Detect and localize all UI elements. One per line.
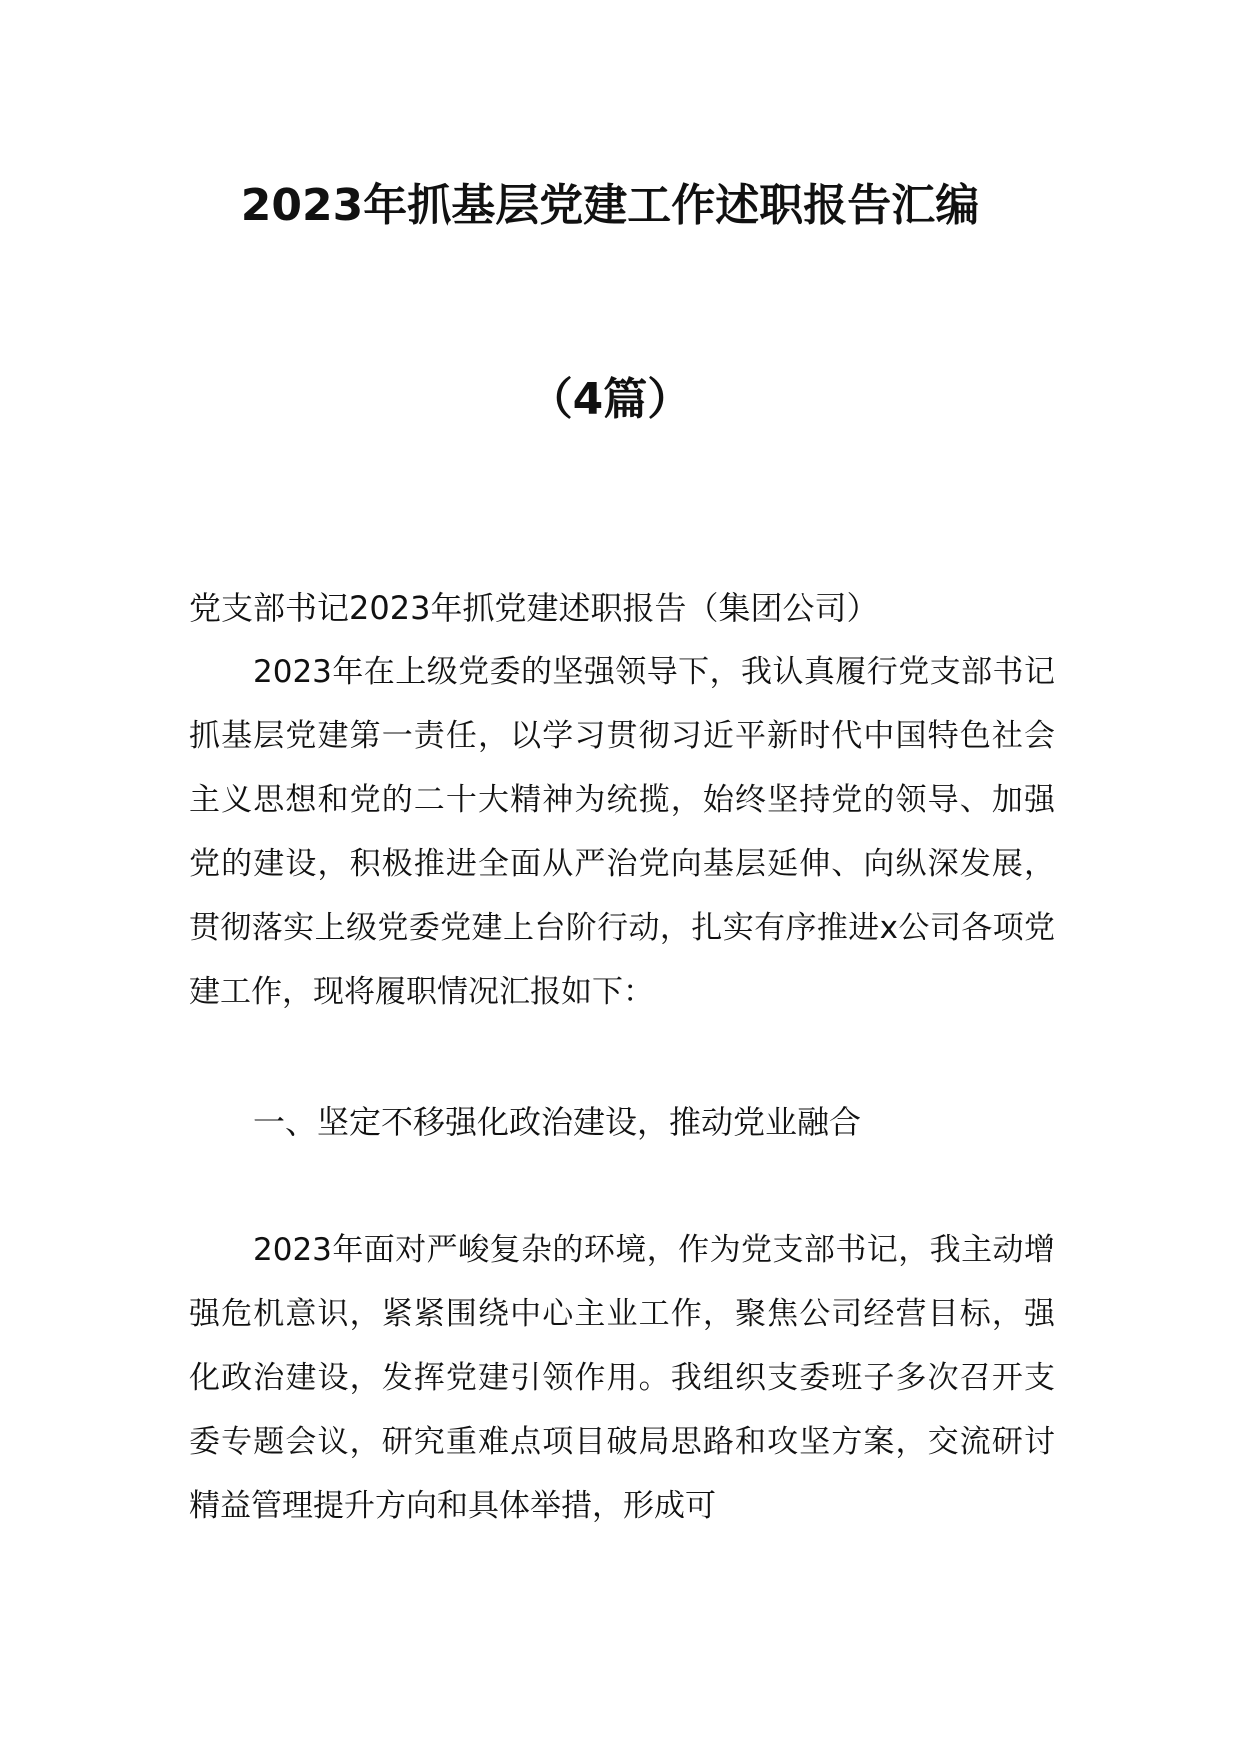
paragraph-spacer: [189, 1154, 1055, 1218]
section-paragraph: 2023年面对严峻复杂的环境，作为党支部书记，我主动增强危机意识，紧紧围绕中心主业工作，聚焦公司经营目标，强化政治建设，发挥党建引领作用。我组织支委班子多次召开支委专题会议，研究重难点项目破局思路和攻坚方案，交流研讨精益管理提升方向和具体举措，形成可: [189, 1232, 1055, 1524]
report-title: 党支部书记2023年抓党建述职报告（集团公司）: [189, 589, 879, 627]
paragraph-spacer: [189, 1024, 1055, 1090]
document-title: 2023年抓基层党建工作述职报告汇编: [240, 180, 980, 231]
document-count-subtitle: （4篇）: [528, 374, 692, 425]
section-heading: 一、坚定不移强化政治建设，推动党业融合: [253, 1103, 862, 1141]
intro-paragraph: 2023年在上级党委的坚强领导下，我认真履行党支部书记抓基层党建第一责任，以学习贯彻习近平新时代中国特色社会主义思想和党的二十大精神为统揽，始终坚持党的领导、加强党的建设，积极推进全面从严治党向基层延伸、向纵深发展，贯彻落实上级党委党建上台阶行动，扎实有序推进x公司各项党建工作，现将履职情况汇报如下：: [189, 654, 1055, 1010]
document-body: [189, 576, 1055, 1538]
